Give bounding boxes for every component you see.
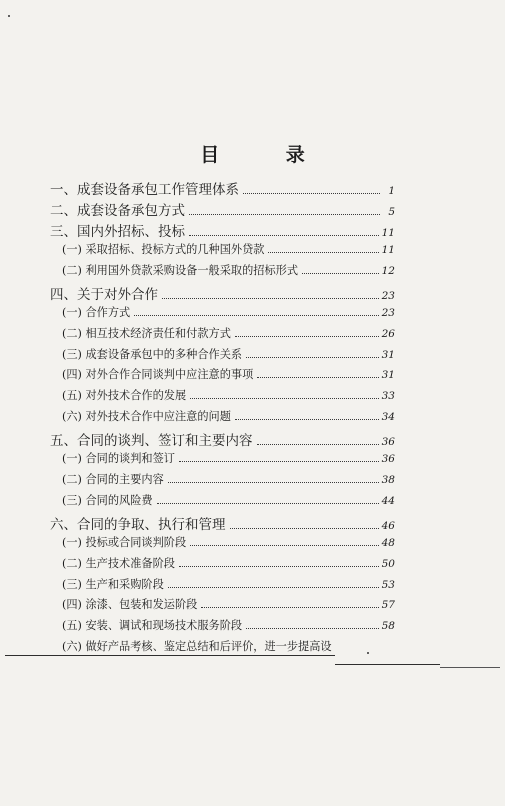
toc-chapter-entry: [50, 199, 395, 220]
toc-section-entry: [50, 576, 395, 597]
toc-section-entry: [50, 304, 395, 325]
dot-leader: [190, 397, 378, 399]
dot-leader: [235, 335, 379, 337]
toc-chapter-entry: [50, 513, 395, 534]
toc-entry-label: 六、合同的争取、执行和管理: [50, 516, 226, 533]
toc-entry-label: (三) 成套设备承包中的多种合作关系: [62, 347, 243, 361]
toc-page-number: 23: [381, 306, 395, 319]
toc-entry-label: (四) 涂漆、包装和发运阶段: [62, 598, 198, 612]
toc-page-number: 34: [381, 411, 395, 424]
toc-page-number: 58: [381, 620, 395, 633]
toc-page-number: 48: [381, 536, 395, 549]
toc-page-number: 36: [381, 453, 395, 466]
toc-page-number: 12: [381, 264, 395, 277]
dot-leader: [302, 272, 379, 274]
toc-section-entry: [50, 346, 395, 367]
toc-page-number: 44: [381, 494, 395, 507]
toc-chapter-entry: [50, 178, 395, 199]
toc-page-number: 38: [381, 474, 395, 487]
toc-section-entry: [50, 241, 395, 262]
toc-section-entry: [50, 638, 395, 659]
toc-entry-label: (二) 生产技术准备阶段: [62, 556, 175, 570]
bottom-rule: [335, 664, 440, 665]
toc-page-number: 53: [381, 578, 395, 591]
toc-title: 目 录: [200, 144, 335, 166]
toc-entry-label: (一) 采取招标、投标方式的几种国外贷款: [62, 243, 265, 256]
toc-page-number: 57: [381, 599, 395, 612]
toc-entry-label: 二、成套设备承包方式: [50, 203, 185, 219]
dot-leader: [190, 544, 378, 546]
toc-page-number: 33: [381, 390, 395, 403]
dot-leader: [179, 565, 379, 567]
toc-section-entry: [50, 471, 395, 492]
dot-leader: [235, 418, 379, 420]
dot-leader: [189, 213, 380, 215]
bottom-rule: [440, 667, 500, 668]
dot-leader: [257, 376, 378, 378]
toc-entry-label: 四、关于对外合作: [50, 286, 158, 303]
toc-page-number: 11: [381, 227, 395, 239]
dot-leader: [268, 251, 378, 253]
toc-page-number: 11: [381, 244, 395, 256]
toc-page-number: 31: [381, 369, 395, 382]
toc-entry-label: (二) 利用国外贷款采购设备一般采取的招标形式: [62, 263, 299, 277]
dot-leader: [257, 443, 379, 445]
toc-section-entry: [50, 325, 395, 346]
toc-section-entry: [50, 492, 395, 513]
toc-entry-label: 三、国内外招标、投标: [50, 224, 185, 240]
toc-page-number: 5: [388, 206, 395, 218]
toc-page-number: 50: [381, 557, 395, 570]
dot-leader: [246, 356, 379, 358]
toc-entry-label: (五) 安装、调试和现场技术服务阶段: [62, 619, 243, 633]
toc-page-number: 26: [381, 327, 395, 340]
toc-chapter-entry: [50, 220, 395, 241]
dot-leader: [230, 527, 379, 529]
toc-entry-label: 五、合同的谈判、签订和主要内容: [50, 433, 253, 450]
toc-chapter-entry: [50, 429, 395, 450]
dot-leader: [179, 460, 379, 462]
toc-page-number: 1: [388, 185, 395, 197]
toc-entry-label: (六) 做好产品考核、鉴定总结和后评价，进一步提高设: [62, 640, 332, 654]
toc-entry-label: (一) 合作方式: [62, 305, 131, 319]
toc-section-entry: [50, 450, 395, 471]
dot-leader: [246, 627, 379, 629]
scan-speck: [367, 652, 369, 654]
toc-chapter-entry: [50, 283, 395, 304]
dot-leader: [157, 502, 379, 504]
dot-leader: [189, 234, 379, 236]
table-of-contents: [50, 178, 395, 659]
toc-entry-label: (四) 对外合作合同谈判中应注意的事项: [62, 368, 254, 382]
toc-page-number: 31: [381, 348, 395, 361]
toc-section-entry: [50, 366, 395, 387]
toc-section-entry: [50, 617, 395, 638]
scan-speck: [8, 15, 10, 17]
dot-leader: [168, 586, 379, 588]
toc-section-entry: [50, 555, 395, 576]
toc-entry-label: (三) 合同的风险费: [62, 493, 153, 507]
dot-leader: [168, 481, 379, 483]
dot-leader: [243, 192, 380, 194]
bottom-rule: [5, 655, 335, 656]
toc-entry-label: (二) 相互技术经济责任和付款方式: [62, 326, 231, 340]
toc-entry-label: (三) 生产和采购阶段: [62, 577, 164, 591]
toc-entry-label: 一、成套设备承包工作管理体系: [50, 182, 239, 198]
toc-page-number: 23: [381, 289, 395, 302]
toc-entry-label: (一) 合同的谈判和签订: [62, 452, 175, 466]
dot-leader: [134, 314, 378, 316]
toc-entry-label: (二) 合同的主要内容: [62, 473, 164, 487]
toc-section-entry: [50, 534, 395, 555]
toc-section-entry: [50, 596, 395, 617]
toc-section-entry: [50, 387, 395, 408]
toc-entry-label: (六) 对外技术合作中应注意的问题: [62, 410, 231, 424]
toc-section-entry: [50, 262, 395, 283]
toc-entry-label: (一) 投标或合同谈判阶段: [62, 535, 187, 549]
toc-page-number: 36: [381, 436, 395, 449]
toc-section-entry: [50, 408, 395, 429]
dot-leader: [201, 606, 378, 608]
toc-entry-label: (五) 对外技术合作的发展: [62, 389, 187, 403]
dot-leader: [162, 297, 379, 299]
toc-page-number: 46: [381, 519, 395, 532]
